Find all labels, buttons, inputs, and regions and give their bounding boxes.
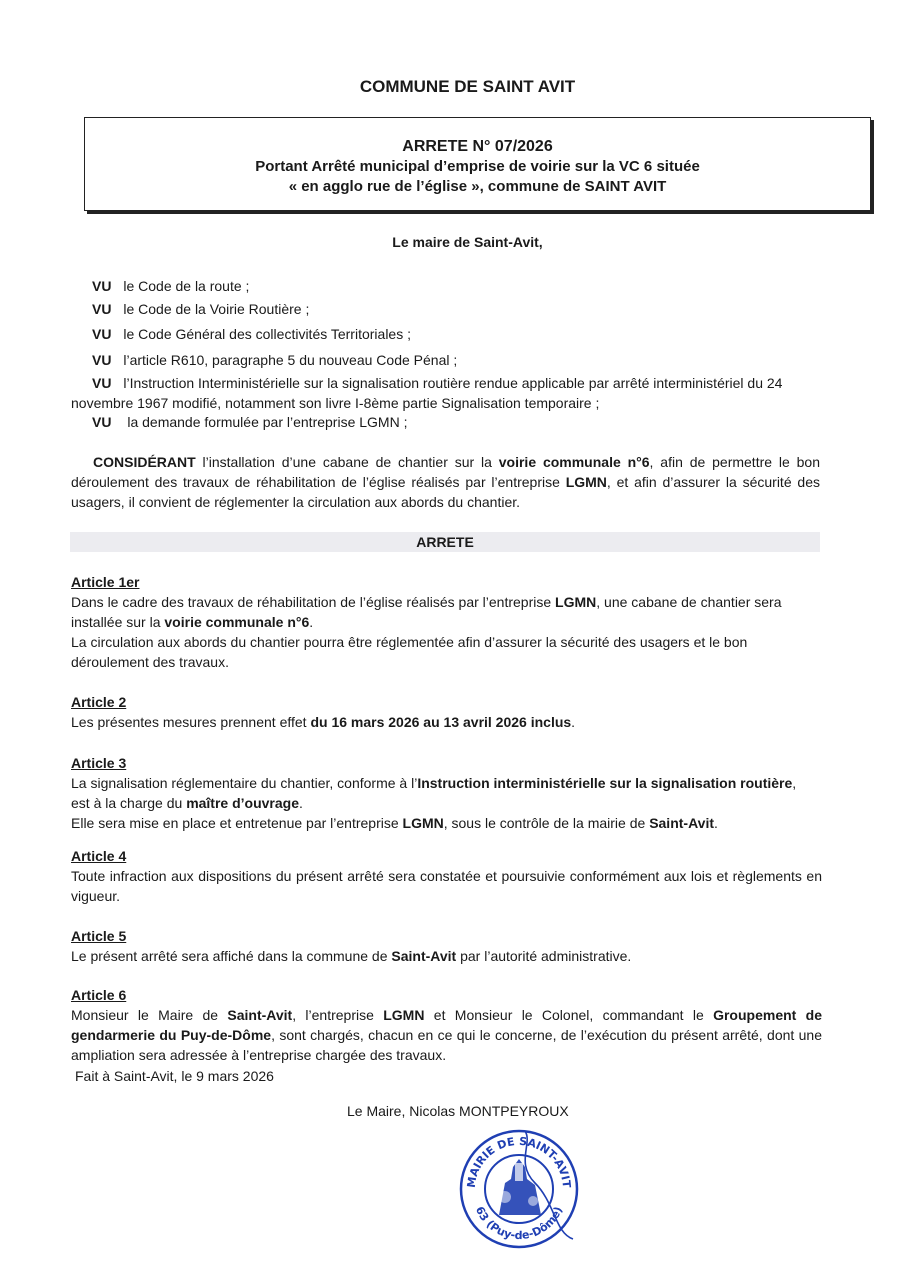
mairie-stamp <box>455 1123 583 1251</box>
article-5-title: Article 5 <box>71 928 127 944</box>
article-2 <box>71 692 822 732</box>
stamp-text-top: MAIRIE DE SAINT-AVIT <box>464 1134 574 1189</box>
article-1-title: Article 1er <box>71 574 140 590</box>
article-3-text-2: Elle sera mise en place et entretenue par l’entreprise LGMN, sous le contrôle de la mairie de Saint-Avit. <box>71 815 718 831</box>
article-3-text: La signalisation réglementaire du chantier, conforme à l’Instruction interministérielle sur la signalisation routière, est à la charge du maître d’ouvrage. <box>71 775 797 811</box>
article-5-text: Le présent arrêté sera affiché dans la commune de Saint-Avit par l’autorité administrative. <box>71 948 632 964</box>
article-4-text: Toute infraction aux dispositions du présent arrêté sera constatée et poursuivie conformément aux lois et règlements en vigueur. <box>71 868 822 904</box>
considerant-paragraph: CONSIDÉRANT l’installation d’une cabane de chantier sur la voirie communale n°6, afin de permettre le bon déroulement des travaux de réhabilitation de l’église réalisés par l’entreprise LGMN, et afin d’assurer la sécurité des usagers, il convient de réglementer la circulation aux abords du chantier. <box>71 454 820 510</box>
arrete-title-box <box>84 117 871 211</box>
stamp-text-bottom: 63 (Puy-de-Dôme) <box>472 1204 566 1243</box>
stamp-emblem <box>499 1159 541 1215</box>
arrete-heading: ARRETE <box>70 532 820 552</box>
arrete-subject-line-2: « en agglo rue de l’église », commune de SAINT AVIT <box>288 178 667 195</box>
article-1 <box>71 572 822 672</box>
article-6-text: Monsieur le Maire de Saint-Avit, l’entreprise LGMN et Monsieur le Colonel, commandant le Groupement de gendarmerie du Puy-de-Dôme, sont chargés, chacun en ce qui le concerne, de l’exécution du présent arrêté, dont une ampliation sera adressée à l’entreprise chargée des travaux. <box>71 1007 822 1063</box>
signature-line: Le Maire, Nicolas MONTPEYROUX <box>347 1103 569 1119</box>
vu-item: VU le Code Général des collectivités Territoriales ; <box>92 326 411 342</box>
vu-item: VU le Code de la route ; <box>92 278 250 294</box>
fait-date: Fait à Saint-Avit, le 9 mars 2026 <box>75 1068 274 1084</box>
article-2-text: Les présentes mesures prennent effet du 16 mars 2026 au 13 avril 2026 inclus. <box>71 714 576 730</box>
article-2-title: Article 2 <box>71 694 127 710</box>
article-6 <box>71 985 822 1065</box>
arrete-number: ARRETE N° 07/2026 <box>402 138 553 155</box>
article-5 <box>71 926 822 966</box>
maire-title: Le maire de Saint-Avit, <box>392 234 543 250</box>
vu-item: VU la demande formulée par l’entreprise LGMN ; <box>92 414 408 430</box>
commune-title: COMMUNE DE SAINT AVIT <box>359 77 576 96</box>
vu-item: VU le Code de la Voirie Routière ; <box>92 301 310 317</box>
article-3-title: Article 3 <box>71 755 127 771</box>
article-3 <box>71 753 801 833</box>
article-1-text: Dans le cadre des travaux de réhabilitation de l’église réalisés par l’entreprise LGMN, une cabane de chantier sera installée sur la voirie communale n°6. <box>71 594 782 630</box>
vu-item: VU l’article R610, paragraphe 5 du nouveau Code Pénal ; <box>92 352 458 368</box>
arrete-subject-line-1: Portant Arrêté municipal d’emprise de voirie sur la VC 6 située <box>255 158 700 175</box>
article-4 <box>71 846 822 906</box>
article-1-text-2: La circulation aux abords du chantier pourra être réglementée afin d’assurer la sécurité des usagers et le bon déroulement des travaux. <box>71 634 748 670</box>
article-4-title: Article 4 <box>71 848 127 864</box>
article-6-title: Article 6 <box>71 987 127 1003</box>
vu-item: VU l’Instruction Interministérielle sur la signalisation routière rendue applicable par arrêté interministériel du 24 novembre 1967 modifié, notamment son livre I-8ème partie Signalisation temporaire ; <box>71 375 783 411</box>
